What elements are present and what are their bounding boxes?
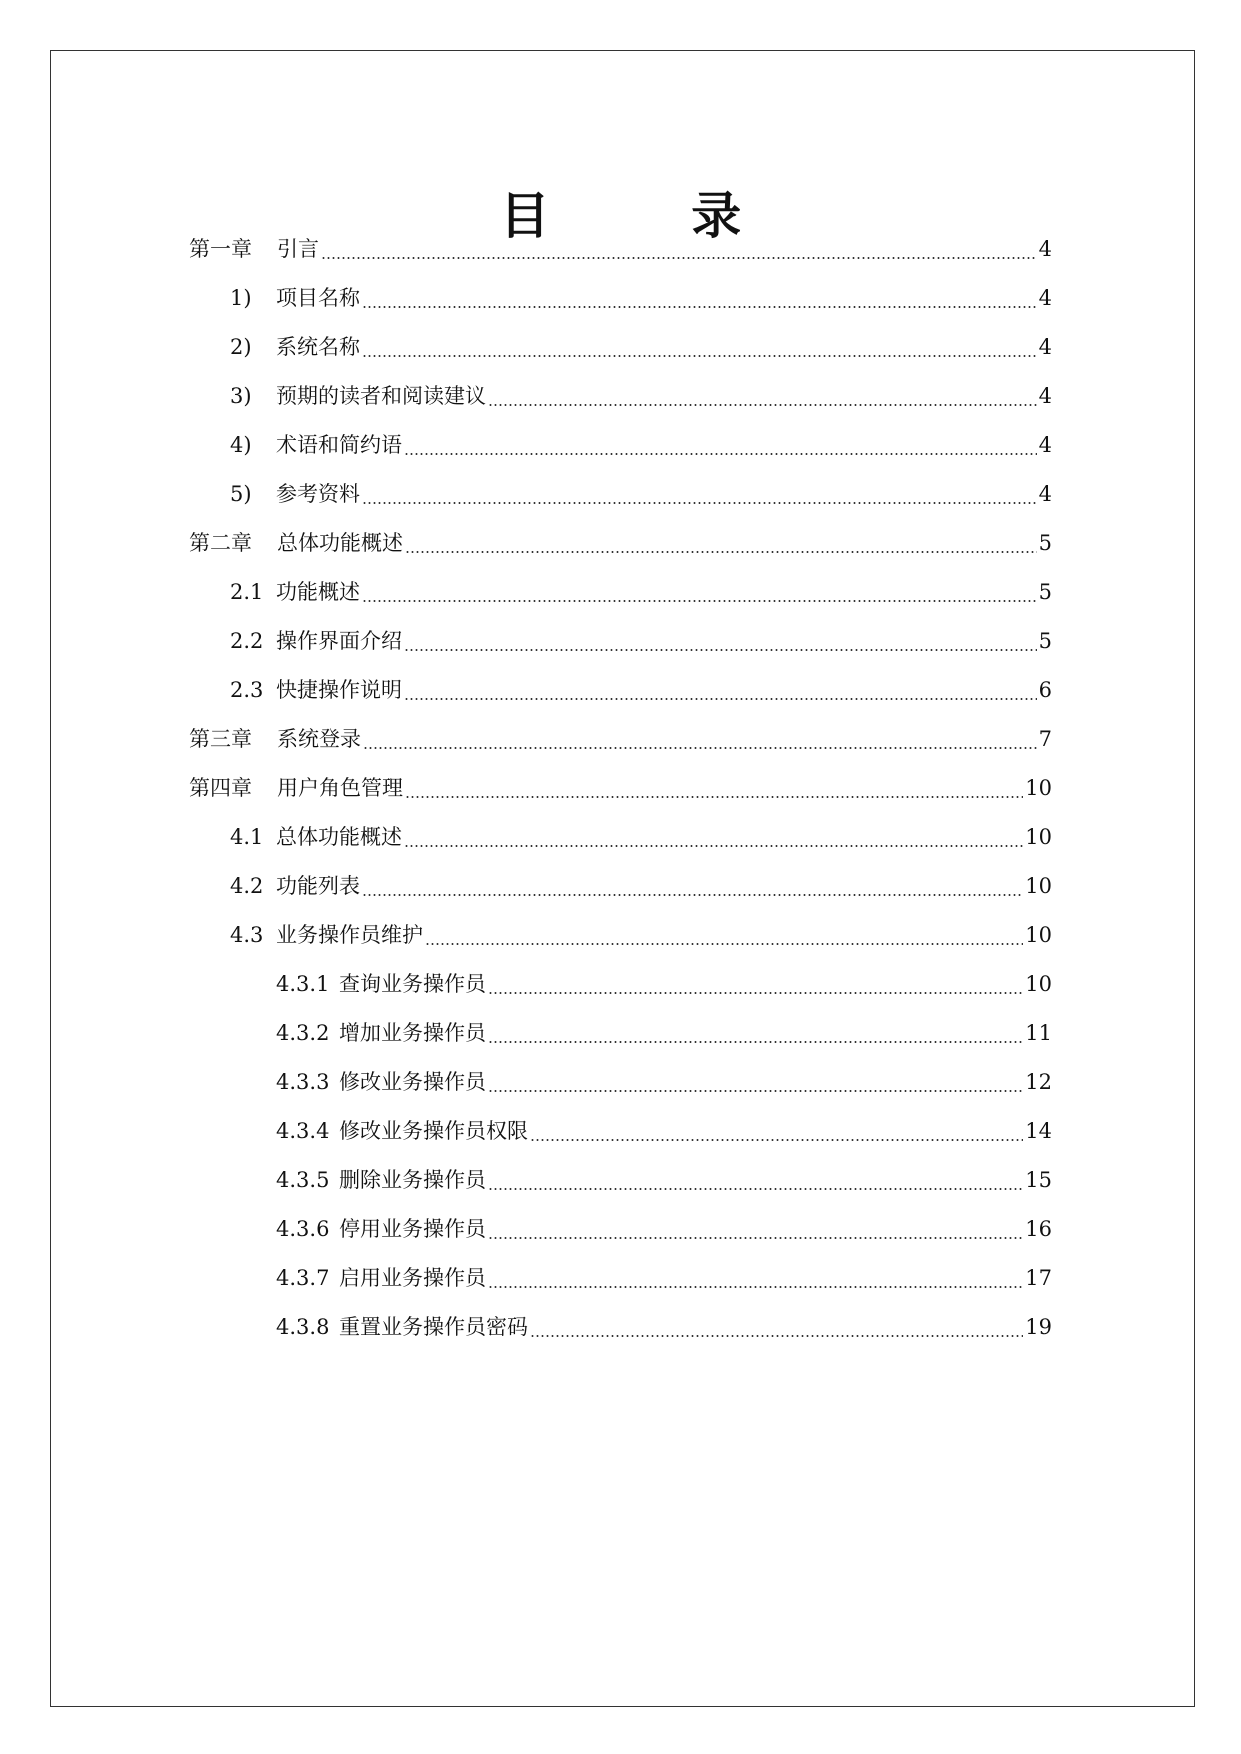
toc-dot-leader xyxy=(488,403,1037,407)
table-of-contents xyxy=(0,224,1241,1351)
toc-entry[interactable] xyxy=(0,273,1241,322)
toc-dot-leader xyxy=(488,1236,1023,1240)
toc-entry[interactable] xyxy=(0,861,1241,910)
toc-page-number: 5 xyxy=(1038,628,1052,653)
toc-entry-text: 修改业务操作员 xyxy=(339,1069,486,1094)
toc-entry[interactable] xyxy=(0,1057,1241,1106)
toc-dot-leader xyxy=(404,648,1037,652)
toc-dot-leader xyxy=(488,1285,1023,1289)
toc-entry-text: 系统登录 xyxy=(277,726,361,751)
toc-entry-number: 4.3.3 xyxy=(276,1069,330,1094)
toc-dot-leader xyxy=(362,501,1037,505)
toc-entry-text: 术语和简约语 xyxy=(276,432,402,457)
toc-dot-leader xyxy=(405,795,1023,799)
toc-page-number: 10 xyxy=(1025,824,1052,849)
toc-entry-text: 系统名称 xyxy=(276,334,360,359)
toc-page-number: 15 xyxy=(1025,1167,1052,1192)
toc-entry-number: 1) xyxy=(230,285,252,310)
toc-dot-leader xyxy=(321,256,1037,260)
toc-entry-number: 第二章 xyxy=(189,530,252,555)
toc-entry[interactable] xyxy=(0,1106,1241,1155)
toc-dot-leader xyxy=(404,844,1023,848)
toc-entry-number: 4.3.8 xyxy=(276,1314,330,1339)
toc-page-number: 6 xyxy=(1038,677,1052,702)
toc-entry[interactable] xyxy=(0,1008,1241,1057)
toc-dot-leader xyxy=(488,1187,1023,1191)
toc-entry-number: 2.3 xyxy=(230,677,264,702)
toc-entry[interactable] xyxy=(0,1302,1241,1351)
toc-entry-number: 4.2 xyxy=(230,873,264,898)
toc-entry-number: 4.3.1 xyxy=(276,971,330,996)
toc-entry-number: 4.1 xyxy=(230,824,264,849)
toc-dot-leader xyxy=(488,991,1023,995)
toc-dot-leader xyxy=(425,942,1023,946)
toc-entry-number: 4.3.6 xyxy=(276,1216,330,1241)
toc-entry-text: 功能概述 xyxy=(276,579,360,604)
toc-entry[interactable] xyxy=(0,1253,1241,1302)
toc-page-number: 4 xyxy=(1038,236,1052,261)
toc-entry-text: 操作界面介绍 xyxy=(276,628,402,653)
toc-page-number: 5 xyxy=(1038,579,1052,604)
toc-entry[interactable] xyxy=(0,910,1241,959)
toc-entry-text: 总体功能概述 xyxy=(276,824,402,849)
toc-entry-number: 4.3.7 xyxy=(276,1265,330,1290)
toc-entry[interactable] xyxy=(0,469,1241,518)
toc-entry[interactable] xyxy=(0,371,1241,420)
toc-entry-text: 快捷操作说明 xyxy=(276,677,402,702)
toc-entry-text: 功能列表 xyxy=(276,873,360,898)
toc-page-number: 12 xyxy=(1025,1069,1052,1094)
toc-entry-number: 3) xyxy=(230,383,252,408)
toc-page-number: 17 xyxy=(1025,1265,1052,1290)
toc-entry-number: 4.3.4 xyxy=(276,1118,330,1143)
toc-title: 目 录 xyxy=(499,186,804,245)
toc-entry[interactable] xyxy=(0,763,1241,812)
toc-dot-leader xyxy=(404,452,1037,456)
toc-entry[interactable] xyxy=(0,1204,1241,1253)
toc-dot-leader xyxy=(488,1089,1023,1093)
toc-page-number: 4 xyxy=(1038,334,1052,359)
toc-dot-leader xyxy=(362,893,1023,897)
toc-entry-text: 删除业务操作员 xyxy=(339,1167,486,1192)
toc-entry-number: 4.3.5 xyxy=(276,1167,330,1192)
toc-entry-number: 2) xyxy=(230,334,252,359)
toc-page-number: 5 xyxy=(1038,530,1052,555)
toc-dot-leader xyxy=(363,746,1037,750)
toc-entry-text: 参考资料 xyxy=(276,481,360,506)
toc-page-number: 7 xyxy=(1038,726,1052,751)
toc-dot-leader xyxy=(405,550,1037,554)
toc-entry[interactable] xyxy=(0,1155,1241,1204)
toc-entry-text: 总体功能概述 xyxy=(277,530,403,555)
toc-entry-text: 引言 xyxy=(277,236,319,261)
toc-entry[interactable] xyxy=(0,959,1241,1008)
toc-entry[interactable] xyxy=(0,322,1241,371)
toc-entry[interactable] xyxy=(0,518,1241,567)
toc-dot-leader xyxy=(530,1138,1023,1142)
toc-page-number: 16 xyxy=(1025,1216,1052,1241)
toc-entry-text: 预期的读者和阅读建议 xyxy=(276,383,486,408)
toc-entry-text: 重置业务操作员密码 xyxy=(339,1314,528,1339)
toc-entry-text: 增加业务操作员 xyxy=(339,1020,486,1045)
toc-page-number: 10 xyxy=(1025,775,1052,800)
toc-entry-number: 2.2 xyxy=(230,628,264,653)
toc-entry-number: 第一章 xyxy=(189,236,252,261)
toc-dot-leader xyxy=(404,697,1037,701)
toc-entry-text: 用户角色管理 xyxy=(277,775,403,800)
toc-page-number: 14 xyxy=(1025,1118,1052,1143)
toc-entry-text: 业务操作员维护 xyxy=(276,922,423,947)
toc-dot-leader xyxy=(530,1334,1023,1338)
toc-entry-number: 4.3.2 xyxy=(276,1020,330,1045)
toc-entry-number: 2.1 xyxy=(230,579,264,604)
toc-entry[interactable] xyxy=(0,812,1241,861)
toc-entry-number: 5) xyxy=(230,481,252,506)
toc-entry-text: 停用业务操作员 xyxy=(339,1216,486,1241)
toc-entry[interactable] xyxy=(0,224,1241,273)
toc-page-number: 4 xyxy=(1038,481,1052,506)
toc-entry[interactable] xyxy=(0,616,1241,665)
toc-entry-number: 第四章 xyxy=(189,775,252,800)
toc-page-number: 10 xyxy=(1025,873,1052,898)
toc-entry-number: 4) xyxy=(230,432,252,457)
toc-page-number: 11 xyxy=(1025,1020,1052,1045)
toc-entry-text: 修改业务操作员权限 xyxy=(339,1118,528,1143)
toc-page-number: 4 xyxy=(1038,285,1052,310)
toc-dot-leader xyxy=(362,354,1037,358)
toc-dot-leader xyxy=(488,1040,1023,1044)
toc-page-number: 19 xyxy=(1025,1314,1052,1339)
toc-entry[interactable] xyxy=(0,665,1241,714)
toc-page-number: 10 xyxy=(1025,971,1052,996)
toc-entry[interactable] xyxy=(0,567,1241,616)
toc-page-number: 4 xyxy=(1038,432,1052,457)
toc-entry-text: 查询业务操作员 xyxy=(339,971,486,996)
toc-dot-leader xyxy=(362,305,1037,309)
toc-entry-number: 第三章 xyxy=(189,726,252,751)
toc-page-number: 10 xyxy=(1025,922,1052,947)
toc-entry-number: 4.3 xyxy=(230,922,264,947)
toc-dot-leader xyxy=(362,599,1037,603)
toc-entry-text: 项目名称 xyxy=(276,285,360,310)
toc-page-number: 4 xyxy=(1038,383,1052,408)
toc-entry[interactable] xyxy=(0,420,1241,469)
toc-entry-text: 启用业务操作员 xyxy=(339,1265,486,1290)
toc-entry[interactable] xyxy=(0,714,1241,763)
